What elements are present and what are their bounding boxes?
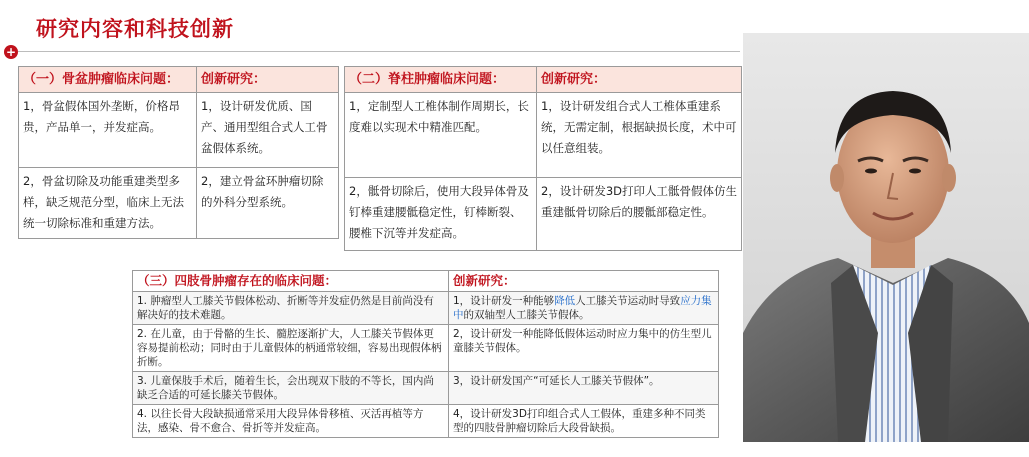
limb-innovation-1-text-mid: 人工膝关节运动时导致	[575, 295, 681, 307]
spine-table	[344, 66, 742, 251]
limb-problem-1: 1. 肿瘤型人工膝关节假体松动、折断等并发症仍然是目前尚没有解决好的技术难题。	[133, 292, 449, 325]
pelvis-problem-2: 2，骨盆切除及功能重建类型多样，缺乏规范分型，临床上无法统一切除标准和重建方法。	[19, 168, 197, 239]
spine-header-innovation: 创新研究：	[537, 67, 742, 93]
divider	[18, 51, 740, 52]
limb-innovation-1-text-end: 的双轴型人工膝关节假体。	[463, 309, 590, 321]
limb-innovation-1	[449, 292, 719, 325]
limb-innovation-1-text: 1，设计研发一种能够	[453, 295, 555, 307]
plus-circle-icon: +	[5, 45, 17, 59]
limb-innovation-4: 4，设计研发3D打印组合式人工假体，重建多种不同类型的四肢骨肿瘤切除后大段骨缺损。	[449, 405, 719, 438]
limb-problem-3: 3. 儿童保肢手术后，随着生长，会出现双下肢的不等长，国内尚缺乏合适的可延长膝关节假体。	[133, 372, 449, 405]
limb-table	[132, 270, 719, 438]
spine-innovation-1: 1，设计研发组合式人工椎体重建系统，无需定制，根据缺损长度，术中可以任意组装。	[537, 93, 742, 178]
pelvis-header-innovation: 创新研究：	[197, 67, 339, 93]
spine-header-problem: （二）脊柱肿瘤临床问题：	[345, 67, 537, 93]
limb-header-problem: （三）四肢骨肿瘤存在的临床问题：	[133, 271, 449, 292]
pelvis-innovation-1: 1，设计研发优质、国产、通用型组合式人工骨盆假体系统。	[197, 93, 339, 168]
highlight-stress-concentration: 应力集中	[453, 295, 712, 321]
spine-problem-1: 1，定制型人工椎体制作周期长，长度难以实现术中精准匹配。	[345, 93, 537, 178]
pelvis-table	[18, 66, 339, 239]
limb-innovation-3: 3，设计研发国产“可延长人工膝关节假体”。	[449, 372, 719, 405]
pelvis-problem-1: 1，骨盆假体国外垄断，价格昂贵，产品单一，并发症高。	[19, 93, 197, 168]
page-title: 研究内容和科技创新	[36, 17, 234, 41]
spine-innovation-2: 2，设计研发3D打印人工骶骨假体仿生重建骶骨切除后的腰骶部稳定性。	[537, 178, 742, 251]
highlight-reduce: 降低	[554, 295, 576, 307]
spine-problem-2: 2，骶骨切除后，使用大段异体骨及钉棒重建腰骶稳定性，钉棒断裂、腰椎下沉等并发症高。	[345, 178, 537, 251]
portrait-illustration	[743, 33, 1029, 442]
limb-problem-2: 2. 在儿童，由于骨骼的生长、髓腔逐渐扩大，人工膝关节假体更容易提前松动；同时由于儿童假体的柄通常较细，容易出现假体柄折断。	[133, 325, 449, 372]
limb-innovation-2: 2，设计研发一种能降低假体运动时应力集中的仿生型儿童膝关节假体。	[449, 325, 719, 372]
limb-problem-4: 4. 以往长骨大段缺损通常采用大段异体骨移植、灭活再植等方法，感染、骨不愈合、骨折等并发症高。	[133, 405, 449, 438]
portrait-photo	[743, 33, 1029, 442]
limb-header-innovation: 创新研究：	[449, 271, 719, 292]
pelvis-header-problem: （一）骨盆肿瘤临床问题：	[19, 67, 197, 93]
pelvis-innovation-2: 2，建立骨盆环肿瘤切除的外科分型系统。	[197, 168, 339, 239]
